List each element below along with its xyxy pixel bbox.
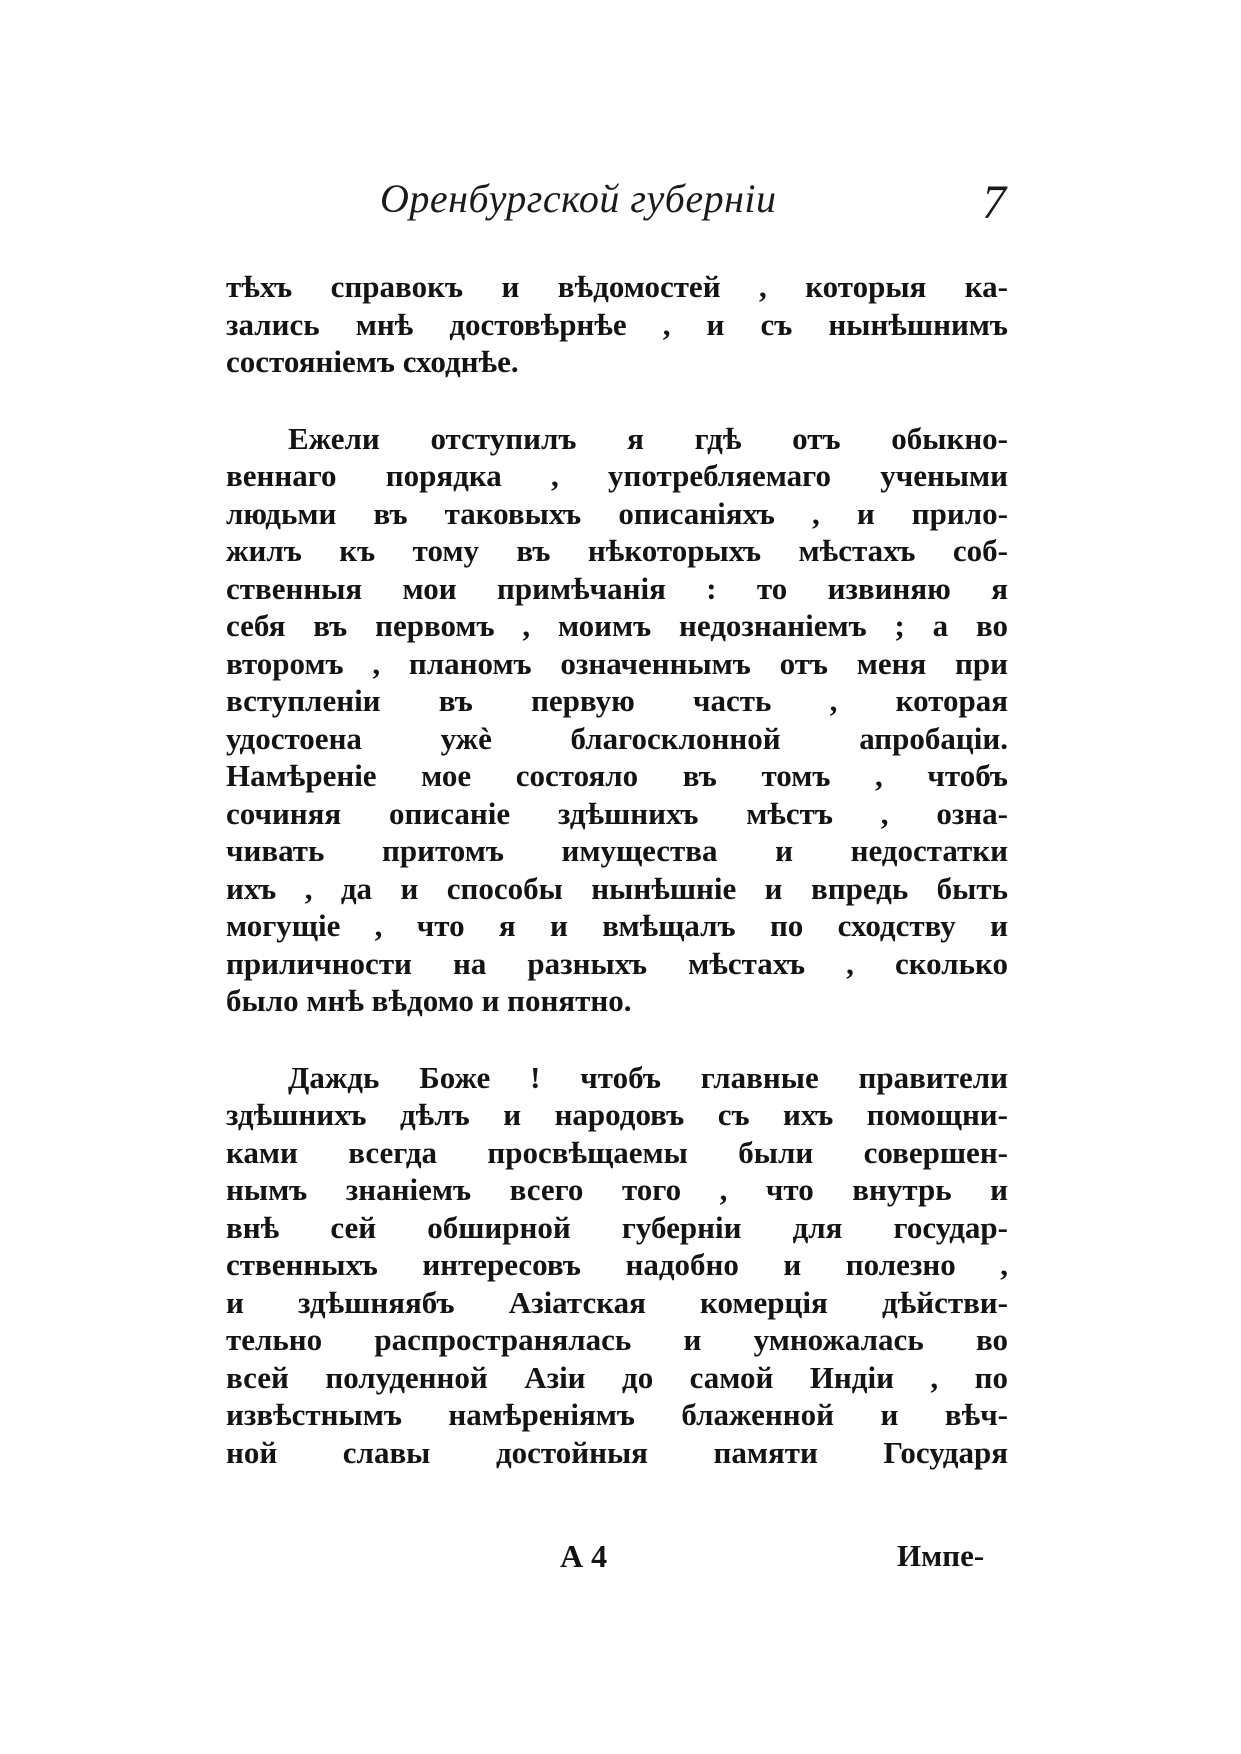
text-line: ственныя мои примѣчанія : то извиняю я: [226, 570, 1008, 606]
text-line: ками всегда просвѣщаемы были совершен-: [226, 1134, 1008, 1170]
text-line: Даждь Боже ! чтобъ главные правители: [288, 1059, 1008, 1095]
text-line: могущіе , что я и вмѣщалъ по сходству и: [226, 908, 1008, 943]
text-line: зались мнѣ достовѣрнѣе , и съ нынѣшнимъ: [226, 306, 1008, 342]
text-line: вступленіи въ первую часть , которая: [226, 683, 1008, 718]
text-line: ственныхъ интересовъ надобно и полезно ,: [226, 1247, 1008, 1282]
text-line: всей полуденной Азіи до самой Индіи , по: [226, 1359, 1008, 1395]
text-line: Намѣреніе мое состояло въ томъ , чтобъ: [226, 758, 1008, 793]
text-line: нымъ знаніемъ всего того , что внутрь и: [226, 1172, 1008, 1207]
signature-mark: А 4: [560, 1538, 608, 1574]
paragraph-2: [226, 420, 1008, 1020]
paragraph-1: [226, 268, 1008, 381]
text-line: здѣшнихъ дѣлъ и народовъ съ ихъ помощни-: [226, 1097, 1008, 1132]
text-line: второмъ , планомъ означеннымъ отъ меня при: [226, 645, 1008, 681]
text-line: Ежели отступилъ я гдѣ отъ обыкно-: [288, 420, 1008, 456]
catchword: Импе-: [897, 1538, 985, 1573]
text-line: было мнѣ вѣдомо и понятно.: [226, 983, 632, 1018]
text-line: сочиняя описаніе здѣшнихъ мѣстъ , озна-: [226, 795, 1008, 831]
paragraph-gap: [226, 381, 1008, 420]
paragraph-3: [226, 1059, 1008, 1472]
paragraph-gap: [226, 1020, 1008, 1059]
text-line: тельно распространялась и умножалась во: [226, 1322, 1008, 1357]
page-number: 7: [982, 176, 1006, 229]
text-line: людьми въ таковыхъ описаніяхъ , и прило-: [226, 495, 1008, 531]
text-line: чивать притомъ имущества и недостатки: [226, 833, 1008, 868]
body-text: [226, 268, 1008, 1471]
text-line: веннаго порядка , употребляемаго учеными: [226, 458, 1008, 493]
running-title: Оренбургской губерніи: [380, 176, 777, 221]
text-line: удостоена ужѐ благосклонной апробаціи.: [226, 720, 1008, 756]
text-line: ной славы достойныя памяти Государя: [226, 1434, 1008, 1470]
text-line: жилъ къ тому въ нѣкоторыхъ мѣстахъ соб-: [226, 533, 1008, 568]
text-line: состояніемъ сходнѣе.: [226, 344, 519, 379]
text-line: внѣ сей обширной губерніи для государ-: [226, 1209, 1008, 1245]
text-line: извѣстнымъ намѣреніямъ блаженной и вѣч-: [226, 1397, 1008, 1432]
text-line: ихъ , да и способы нынѣшніе и впредь быть: [226, 870, 1008, 906]
text-line: тѣхъ справокъ и вѣдомостей , которыя ка-: [226, 269, 1008, 304]
text-line: приличности на разныхъ мѣстахъ , сколько: [226, 945, 1008, 981]
text-line: себя въ первомъ , моимъ недознаніемъ ; а во: [226, 608, 1008, 643]
text-line: и здѣшняябъ Азіатская комерція дѣйстви-: [226, 1284, 1008, 1320]
